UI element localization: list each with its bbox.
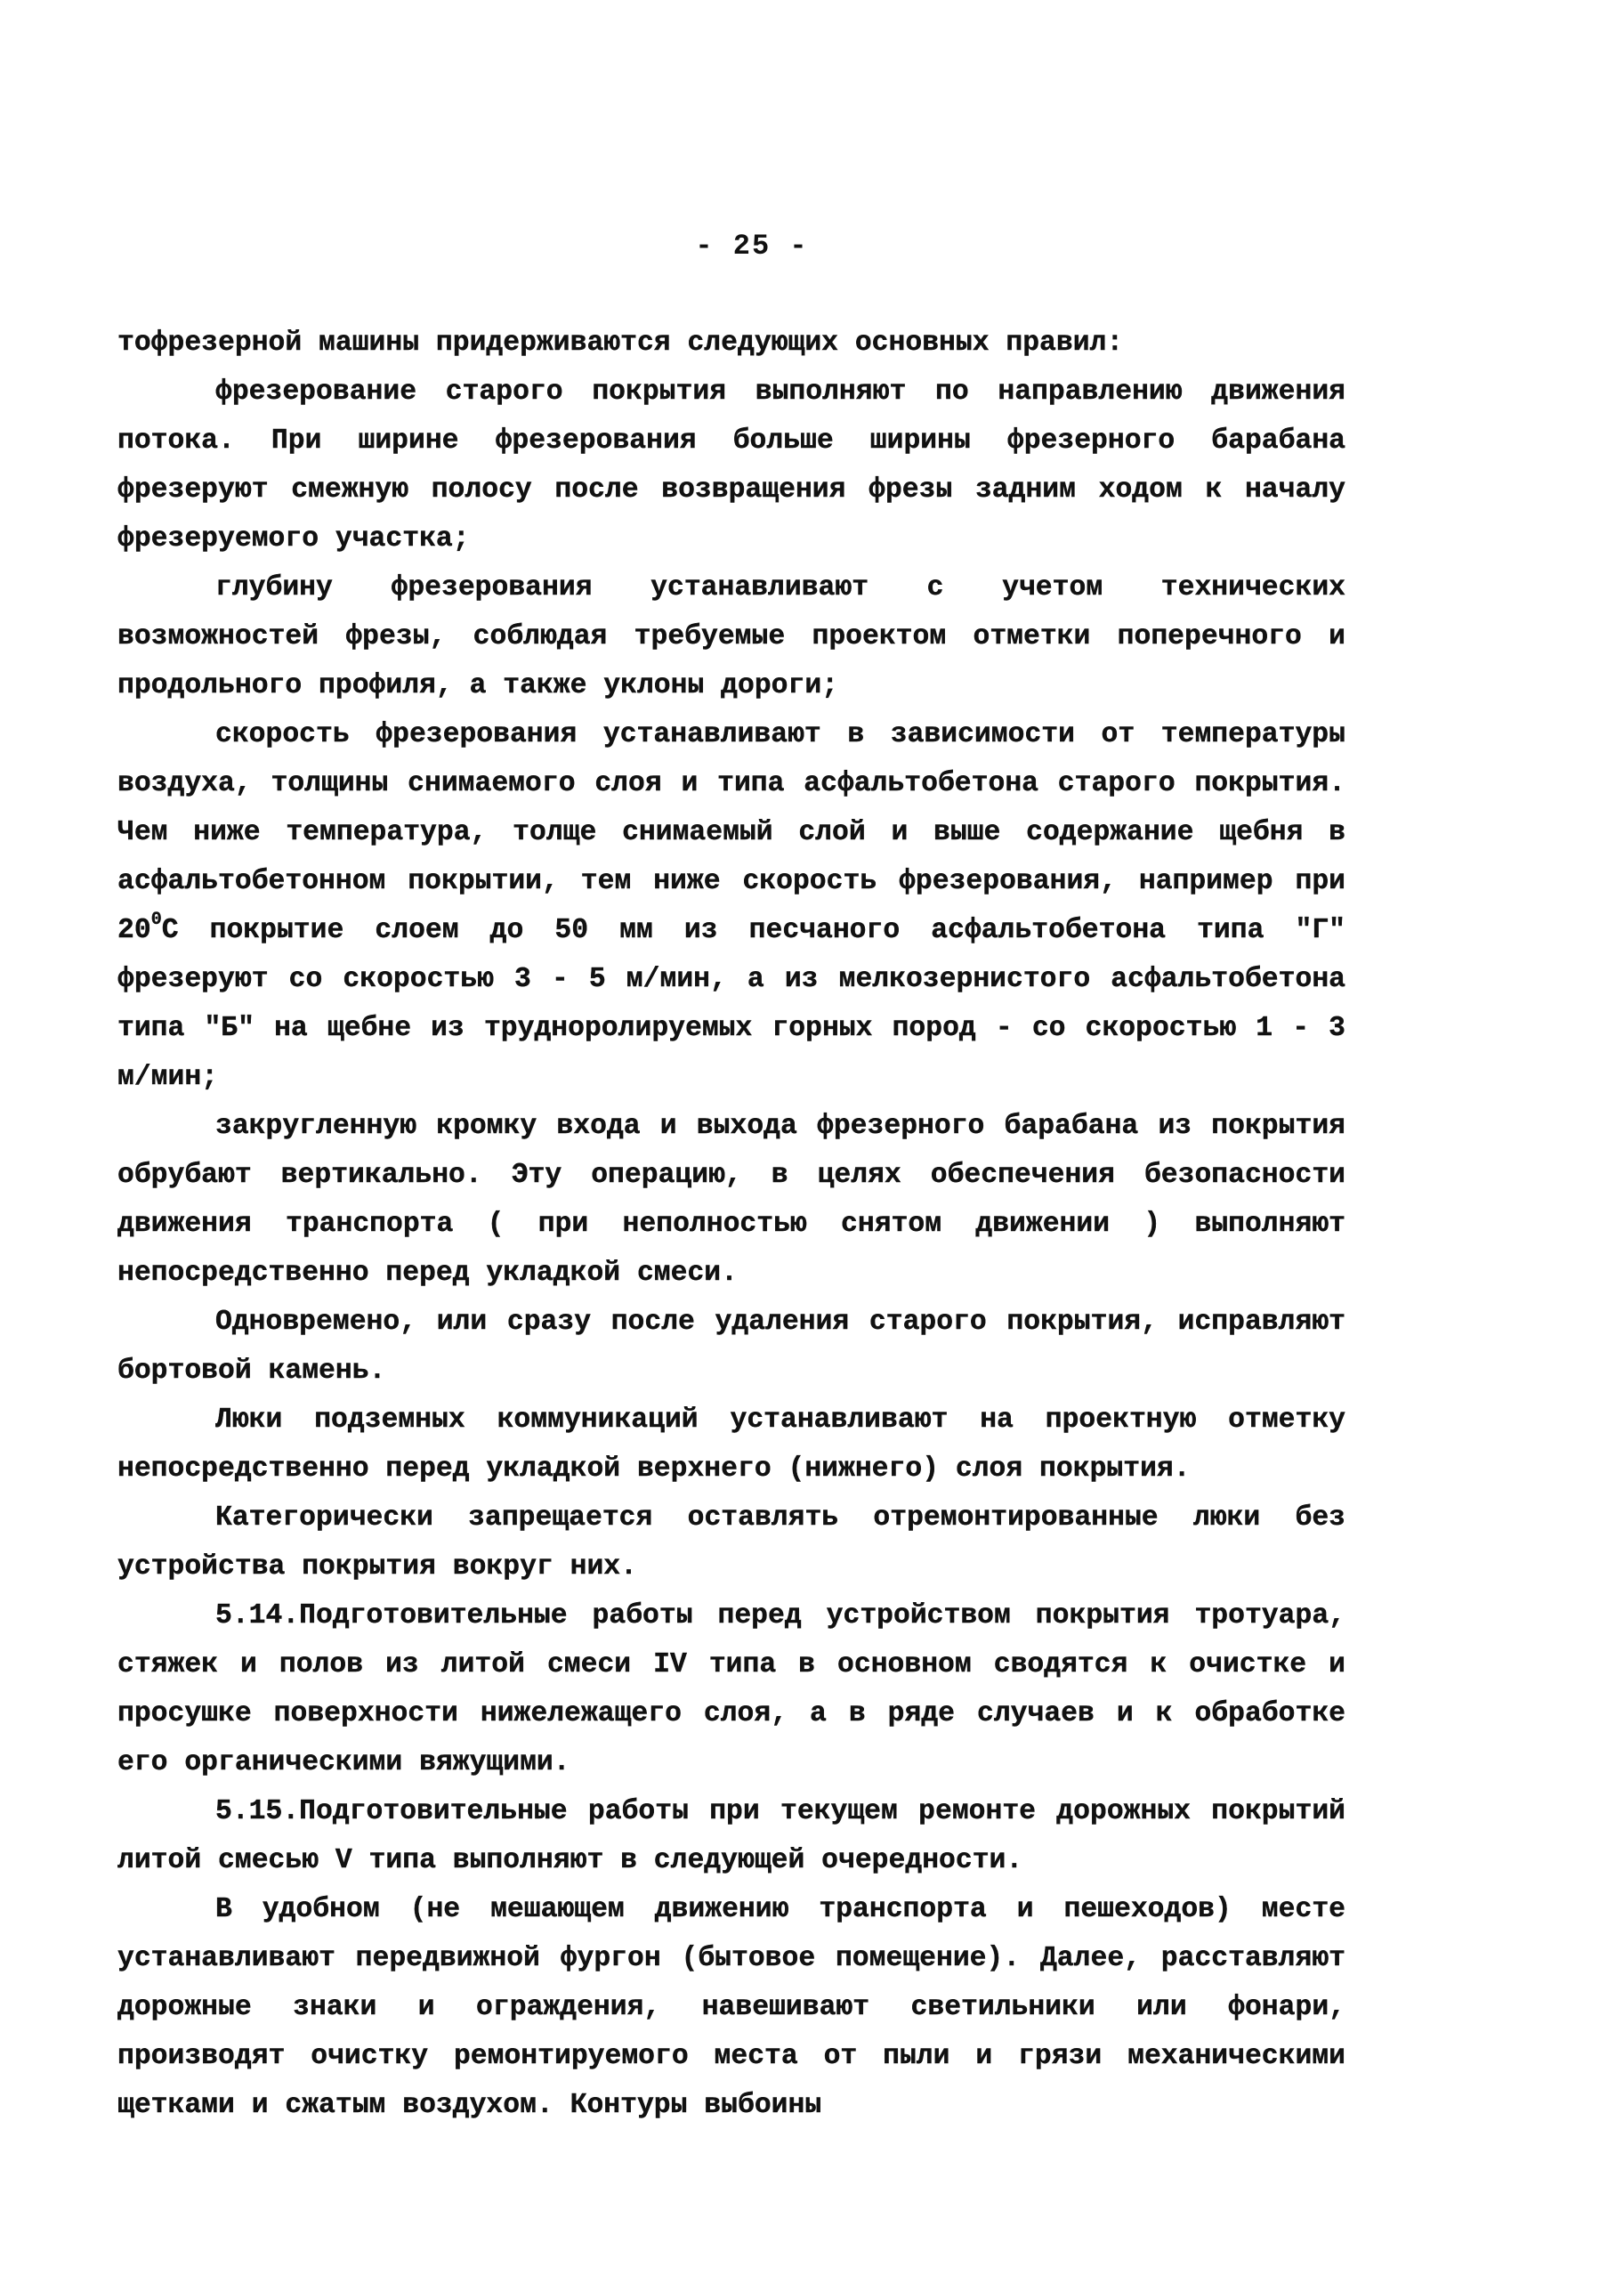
paragraph-manholes: Люки подземных коммуникаций устанавливают на проектную отметку непосредственно перед укладкой верхнего (нижнего) слоя покрытия. xyxy=(117,1405,1345,1485)
document-body xyxy=(117,319,1345,2130)
paragraph-section-5-15: 5.15.Подготовительные работы при текущем ремонте дорожных покрытий литой смесью V типа выполняют в следующей очередности. xyxy=(117,1796,1345,1876)
paragraph-continuation: тофрезерной машины придерживаются следующих основных правил: xyxy=(117,328,1124,359)
paragraph-curb-stone: Одновремено, или сразу после удаления старого покрытия, исправляют бортовой камень. xyxy=(117,1307,1345,1387)
paragraph-site-setup: В удобном (не мешающем движению транспорта и пешеходов) месте устанавливают передвижной фургон (бытовое помещение). Далее, расставляют дорожные знаки и ограждения, навешивают светильники или фонари, производят очистку ремонтируемого места от пыли и грязи механическими щетками и сжатым воздухом. Контуры выбоины xyxy=(117,1894,1345,2121)
milling-speed-text-end: С покрытие слоем до 50 мм из песчаного асфальтобетона типа "Г" фрезеруют со скоростью 3 - 5 м/мин, а из мелкозернистого асфальтобетона типа "Б" на щебне из трудноролируемых горных пород - со скоростью 1 - 3 м/мин; xyxy=(117,915,1345,1093)
paragraph-prohibition: Категорически запрещается оставлять отремонтированные люки без устройства покрытия вокруг них. xyxy=(117,1502,1345,1583)
paragraph-section-5-14: 5.14.Подготовительные работы перед устройством покрытия тротуара, стяжек и полов из литой смеси IV типа в основном сводятся к очистке и просушке поверхности нижележащего слоя, а в ряде случаев и к обработке его органическими вяжущими. xyxy=(117,1600,1345,1778)
milling-speed-text-start: скорость фрезерования устанавливают в зависимости от температуры воздуха, толщины снимаемого слоя и типа асфальтобетона старого покрытия. Чем ниже температура, толще снимаемый слой и выше содержание щебня в асфальтобетонном покрытии, тем ниже скорость фрезерования, например при 20 xyxy=(117,719,1345,946)
paragraph-milling-speed xyxy=(117,710,1345,1102)
degree-superscript: 0 xyxy=(150,909,162,930)
page-number: - 25 - xyxy=(695,230,809,263)
paragraph-milling-depth: глубину фрезерования устанавливают с учетом технических возможностей фрезы, соблюдая требуемые проектом отметки поперечного и продольного профиля, а также уклоны дороги; xyxy=(117,572,1345,701)
paragraph-milling-direction: фрезерование старого покрытия выполняют по направлению движения потока. При ширине фрезерования больше ширины фрезерного барабана фрезеруют смежную полосу после возвращения фрезы задним ходом к началу фрезеруемого участка; xyxy=(117,376,1345,555)
paragraph-edge-cutting: закругленную кромку входа и выхода фрезерного барабана из покрытия обрубают вертикально. Эту операцию, в целях обеспечения безопасности движения транспорта ( при неполностью снятом движении ) выполняют непосредственно перед укладкой смеси. xyxy=(117,1111,1345,1289)
